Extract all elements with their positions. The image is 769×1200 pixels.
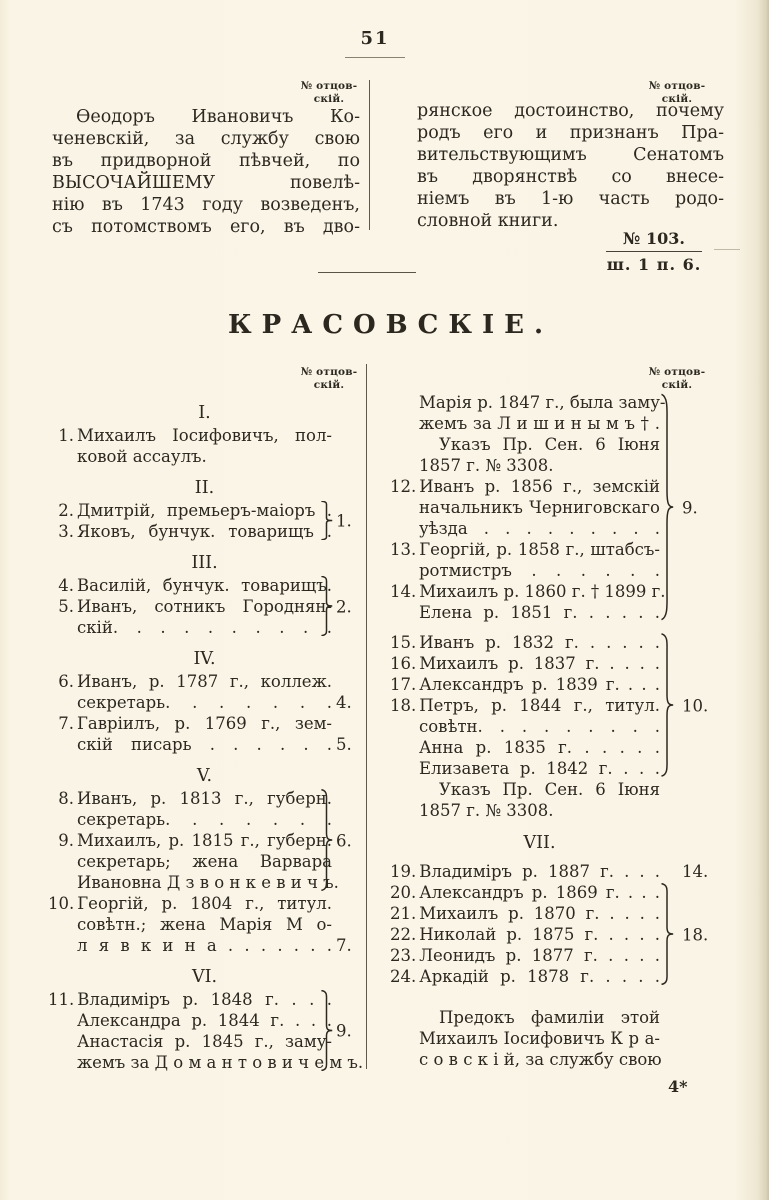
entry-text: Михаилъ Іосифовичъ, пол- bbox=[77, 426, 332, 445]
entry-number: 15. bbox=[390, 633, 417, 652]
column-header-line1: № отцов- bbox=[300, 366, 358, 378]
entry-number bbox=[390, 413, 419, 434]
entry-number bbox=[48, 1031, 77, 1052]
entry-text: Александръ р. 1839 г. . . . bbox=[419, 675, 660, 694]
entry-text: жемъ за Д о м а н т о в и ч е м ъ. bbox=[77, 1053, 364, 1072]
entry-text: уѣзда . . . . . . . . . bbox=[419, 519, 660, 538]
entry-number bbox=[390, 758, 419, 779]
entry-text: ротмистръ . . . . . . bbox=[419, 561, 660, 580]
paragraph-line: вительствующимъ Сенатомъ bbox=[417, 145, 724, 165]
entry-line bbox=[48, 1010, 366, 1031]
entry-text: Георгій, р. 1804 г., титул. bbox=[77, 894, 332, 913]
entry-text: Иванъ р. 1832 г. . . . . . bbox=[419, 633, 660, 652]
entry-line bbox=[48, 425, 366, 446]
paragraph-line: въ дворянствѣ со внесе- bbox=[417, 167, 724, 187]
column-header-line1: № отцов- bbox=[300, 80, 358, 92]
paragraph-line: словной книги. bbox=[417, 211, 559, 231]
generation-heading: II. bbox=[194, 478, 215, 498]
entry-line bbox=[48, 1052, 366, 1073]
entry-number bbox=[48, 851, 77, 872]
entry-number: 19. bbox=[390, 862, 417, 881]
column-header-line1: № отцов- bbox=[648, 366, 706, 378]
entry-number bbox=[390, 779, 419, 800]
entry-number bbox=[390, 455, 419, 476]
entry-line bbox=[48, 809, 366, 830]
entry-number: 12. bbox=[390, 477, 417, 496]
entry-number: 24. bbox=[390, 967, 417, 986]
entry-number bbox=[390, 1028, 419, 1049]
entry-text: с о в с к і й, за службу свою bbox=[419, 1050, 662, 1069]
entry-line bbox=[390, 1049, 710, 1070]
entry-line bbox=[48, 872, 366, 893]
entry-number: 22. bbox=[390, 925, 417, 944]
column-header-line2: скій. bbox=[661, 378, 693, 391]
page-number-underline bbox=[345, 57, 405, 58]
generation-heading: IV. bbox=[193, 649, 216, 669]
father-ref-number: 5. bbox=[336, 735, 352, 754]
genealogy-column-left bbox=[48, 392, 366, 1073]
entry-text: секретарь; жена Варвара bbox=[77, 852, 332, 871]
column-divider-rule bbox=[366, 364, 367, 1069]
case-reference-code: ш. 1 п. 6. bbox=[606, 255, 702, 274]
father-ref-number: 9. bbox=[682, 498, 698, 517]
family-title: КРАСОВСКІЕ. bbox=[227, 310, 554, 340]
column-header-father-number bbox=[644, 366, 710, 391]
entry-line bbox=[48, 575, 366, 596]
entry-text: 1857 г. № 3308. bbox=[419, 456, 554, 475]
entry-number bbox=[48, 446, 77, 467]
entry-group bbox=[48, 425, 366, 467]
entry-line bbox=[390, 1007, 710, 1028]
entry-text: 1857 г. № 3308. bbox=[419, 801, 554, 820]
father-ref-number: 14. bbox=[682, 862, 709, 881]
column-header-line2: скій. bbox=[661, 92, 693, 105]
entry-text: Дмитрій, премьеръ-маіоръ . bbox=[77, 501, 332, 520]
generation-heading: VII. bbox=[523, 833, 556, 853]
entry-line bbox=[48, 500, 366, 521]
entry-number: 2. bbox=[58, 501, 74, 520]
entry-number bbox=[48, 1010, 77, 1031]
entry-text: Анастасія р. 1845 г., заму- bbox=[77, 1032, 332, 1051]
entry-text: Марія р. 1847 г., была заму- bbox=[419, 393, 666, 412]
entry-number: 7. bbox=[58, 714, 74, 733]
entry-line bbox=[390, 800, 710, 821]
father-ref-number: 4. bbox=[336, 693, 352, 712]
entry-group bbox=[390, 861, 710, 882]
entry-number: 8. bbox=[58, 789, 74, 808]
paragraph-line: ВЫСОЧАЙШЕМУ повелѣ- bbox=[52, 173, 360, 193]
entry-number: 1. bbox=[58, 426, 74, 445]
entry-text: Петръ, р. 1844 г., титул. bbox=[419, 696, 660, 715]
brace-icon bbox=[660, 883, 674, 985]
entry-text: Михаилъ Іосифовичъ К р а- bbox=[419, 1029, 660, 1048]
generation-heading: III. bbox=[191, 553, 218, 573]
rule-artifact bbox=[714, 249, 740, 250]
entry-line bbox=[48, 446, 366, 467]
entry-text: Владиміръ р. 1848 г. . . . bbox=[77, 990, 332, 1009]
generation-heading: V. bbox=[196, 766, 213, 786]
paragraph-line: Ѳеодоръ Ивановичъ Ко- bbox=[76, 107, 360, 127]
entry-number: 16. bbox=[390, 654, 417, 673]
father-ref-number: 1. bbox=[336, 511, 352, 531]
father-ref-number: 6. bbox=[336, 831, 352, 850]
paragraph-line: рянское достоинство, почему bbox=[417, 101, 724, 121]
entry-number bbox=[390, 434, 419, 455]
entry-number bbox=[390, 800, 419, 821]
paragraph-line: нію въ 1743 году возведенъ, bbox=[52, 195, 360, 215]
entry-group bbox=[390, 779, 710, 821]
entry-group bbox=[390, 1007, 710, 1070]
entry-number bbox=[48, 1052, 77, 1073]
entry-number: 11. bbox=[48, 990, 75, 1009]
column-header-line1: № отцов- bbox=[648, 80, 706, 92]
entry-number bbox=[390, 1007, 419, 1028]
intro-paragraph-left bbox=[52, 106, 360, 238]
father-ref-number: 9. bbox=[336, 1021, 352, 1041]
entry-text: Яковъ, бунчук. товарищъ . bbox=[77, 522, 332, 541]
entry-group-braced bbox=[48, 575, 366, 638]
entry-number bbox=[390, 737, 419, 758]
entry-line bbox=[48, 788, 366, 809]
paragraph-line: ніемъ въ 1-ю часть родо- bbox=[417, 189, 724, 209]
paragraph-line: ченевскій, за службу свою bbox=[52, 129, 360, 149]
entry-group bbox=[48, 671, 366, 755]
entry-text: начальникъ Черниговскаго bbox=[419, 498, 660, 517]
entry-line bbox=[48, 671, 366, 692]
father-ref-number: 7. bbox=[336, 936, 352, 955]
entry-line bbox=[48, 692, 366, 713]
column-header-line2: скій. bbox=[313, 92, 345, 105]
case-reference-block bbox=[598, 229, 710, 274]
brace-icon bbox=[660, 393, 674, 621]
brace-icon bbox=[320, 576, 333, 636]
entry-number bbox=[390, 392, 419, 413]
entry-text: Владиміръ р. 1887 г. . . . bbox=[419, 862, 660, 881]
entry-text: Елизавета р. 1842 г. . . . bbox=[419, 759, 660, 778]
intro-paragraph-right bbox=[417, 100, 724, 232]
entry-text: Указъ Пр. Сен. 6 Іюня bbox=[439, 435, 660, 454]
entry-number bbox=[48, 872, 77, 893]
entry-text: совѣтн. . . . . . . . . bbox=[419, 717, 660, 736]
entry-text: Александръ р. 1869 г. . . . bbox=[419, 883, 660, 902]
entry-text: Иванъ, р. 1813 г., губерн. bbox=[77, 789, 332, 808]
entry-number bbox=[48, 734, 77, 755]
entry-group-braced bbox=[48, 989, 366, 1073]
entry-text: Указъ Пр. Сен. 6 Іюня bbox=[439, 780, 660, 799]
entry-line bbox=[48, 893, 366, 914]
entry-text: Ивановна Д з в о н к е в и ч ъ. bbox=[77, 873, 339, 892]
entry-number: 17. bbox=[390, 675, 417, 694]
entry-text: секретарь. . . . . . . bbox=[77, 810, 332, 829]
entry-text: Иванъ р. 1856 г., земскій bbox=[419, 477, 660, 496]
entry-text: Иванъ, р. 1787 г., коллеж. bbox=[77, 672, 332, 691]
entry-text: Елена р. 1851 г. . . . . . bbox=[419, 603, 660, 622]
entry-line bbox=[48, 1031, 366, 1052]
entry-text: Александра р. 1844 г. . . . bbox=[77, 1011, 332, 1030]
entry-number: 21. bbox=[390, 904, 417, 923]
entry-group-braced bbox=[48, 788, 366, 893]
entry-number: 5. bbox=[58, 597, 74, 616]
entry-group-braced bbox=[390, 392, 710, 623]
entry-number bbox=[48, 692, 77, 713]
entry-text: Анна р. 1835 г. . . . . . bbox=[419, 738, 660, 757]
column-divider-rule bbox=[369, 80, 370, 230]
entry-text: Леонидъ р. 1877 г. . . . . bbox=[419, 946, 660, 965]
entry-group-braced bbox=[390, 882, 710, 987]
entry-text: л я в к и н а . . . . . . . bbox=[77, 936, 332, 955]
paragraph-line: съ потомствомъ его, въ дво- bbox=[52, 217, 360, 237]
entry-line bbox=[48, 851, 366, 872]
page-number: 51 bbox=[360, 28, 390, 49]
entry-number: 10. bbox=[48, 894, 75, 913]
entry-line bbox=[48, 521, 366, 542]
brace-icon bbox=[320, 990, 333, 1071]
father-ref-number: 18. bbox=[682, 925, 709, 944]
entry-text: Предокъ фамиліи этой bbox=[439, 1008, 660, 1027]
entry-line bbox=[48, 914, 366, 935]
entry-group-braced bbox=[48, 500, 366, 542]
generation-heading: VI. bbox=[191, 967, 218, 987]
entry-number bbox=[48, 809, 77, 830]
entry-number: 4. bbox=[58, 576, 74, 595]
entry-text: Георгій, р. 1858 г., штабсъ- bbox=[419, 540, 660, 559]
entry-line bbox=[390, 779, 710, 800]
brace-icon bbox=[320, 789, 333, 891]
entry-line bbox=[48, 989, 366, 1010]
entry-text: скій. . . . . . . . . . bbox=[77, 618, 332, 637]
entry-text: жемъ за Л и ш и н ы м ъ † . bbox=[419, 414, 660, 433]
father-ref-number: 10. bbox=[682, 696, 709, 715]
entry-text: Иванъ, сотникъ Городнян- bbox=[77, 597, 332, 616]
column-header-line2: скій. bbox=[313, 378, 345, 391]
entry-text: секретарь. . . . . . . bbox=[77, 693, 332, 712]
entry-number bbox=[390, 602, 419, 623]
entry-number bbox=[390, 518, 419, 539]
entry-number: 18. bbox=[390, 696, 417, 715]
entry-number bbox=[390, 497, 419, 518]
father-ref-number: 2. bbox=[336, 597, 352, 616]
entry-line bbox=[48, 830, 366, 851]
entry-text: Николай р. 1875 г. . . . . bbox=[419, 925, 660, 944]
entry-number bbox=[390, 716, 419, 737]
entry-text: Михаилъ р. 1837 г. . . . . bbox=[419, 654, 660, 673]
entry-group bbox=[48, 893, 366, 956]
entry-text: скій писарь . . . . . . bbox=[77, 735, 332, 754]
entry-number bbox=[390, 560, 419, 581]
entry-line bbox=[390, 861, 710, 882]
brace-icon bbox=[320, 501, 333, 540]
entry-text: Михаилъ р. 1860 г. † 1899 г. bbox=[419, 582, 666, 601]
entry-line bbox=[48, 935, 366, 956]
case-reference-number: № 103. bbox=[606, 229, 702, 252]
entry-text: ковой ассаулъ. bbox=[77, 447, 207, 466]
entry-line bbox=[48, 713, 366, 734]
printer-signature-mark: 4* bbox=[668, 1077, 688, 1096]
entry-number bbox=[48, 935, 77, 956]
column-header-father-number bbox=[296, 366, 362, 391]
entry-group-braced bbox=[390, 632, 710, 779]
brace-icon bbox=[660, 633, 674, 777]
entry-text: Гавріилъ, р. 1769 г., зем- bbox=[77, 714, 332, 733]
section-divider bbox=[318, 272, 416, 273]
entry-line bbox=[48, 734, 366, 755]
generation-heading: I. bbox=[198, 403, 211, 423]
entry-number: 20. bbox=[390, 883, 417, 902]
entry-number: 3. bbox=[58, 522, 74, 541]
entry-number: 6. bbox=[58, 672, 74, 691]
entry-line bbox=[390, 1028, 710, 1049]
entry-number: 23. bbox=[390, 946, 417, 965]
entry-text: Михаилъ, р. 1815 г., губерн. bbox=[77, 831, 332, 850]
entry-number bbox=[390, 1049, 419, 1070]
entry-number: 9. bbox=[58, 831, 74, 850]
entry-line bbox=[48, 617, 366, 638]
paragraph-line: въ придворной пѣвчей, по bbox=[52, 151, 360, 171]
entry-number bbox=[48, 617, 77, 638]
entry-text: совѣтн.; жена Марія М о- bbox=[77, 915, 332, 934]
entry-number bbox=[48, 914, 77, 935]
entry-number: 14. bbox=[390, 582, 417, 601]
genealogy-column-right bbox=[390, 392, 710, 1070]
column-header-father-number bbox=[296, 80, 362, 105]
paragraph-line: родъ его и признанъ Пра- bbox=[417, 123, 724, 143]
entry-line bbox=[48, 596, 366, 617]
entry-text: Михаилъ р. 1870 г. . . . . bbox=[419, 904, 660, 923]
entry-number: 13. bbox=[390, 540, 417, 559]
entry-text: Аркадій р. 1878 г. . . . . bbox=[419, 967, 660, 986]
entry-text: Василій, бунчук. товарищъ. bbox=[77, 576, 332, 595]
